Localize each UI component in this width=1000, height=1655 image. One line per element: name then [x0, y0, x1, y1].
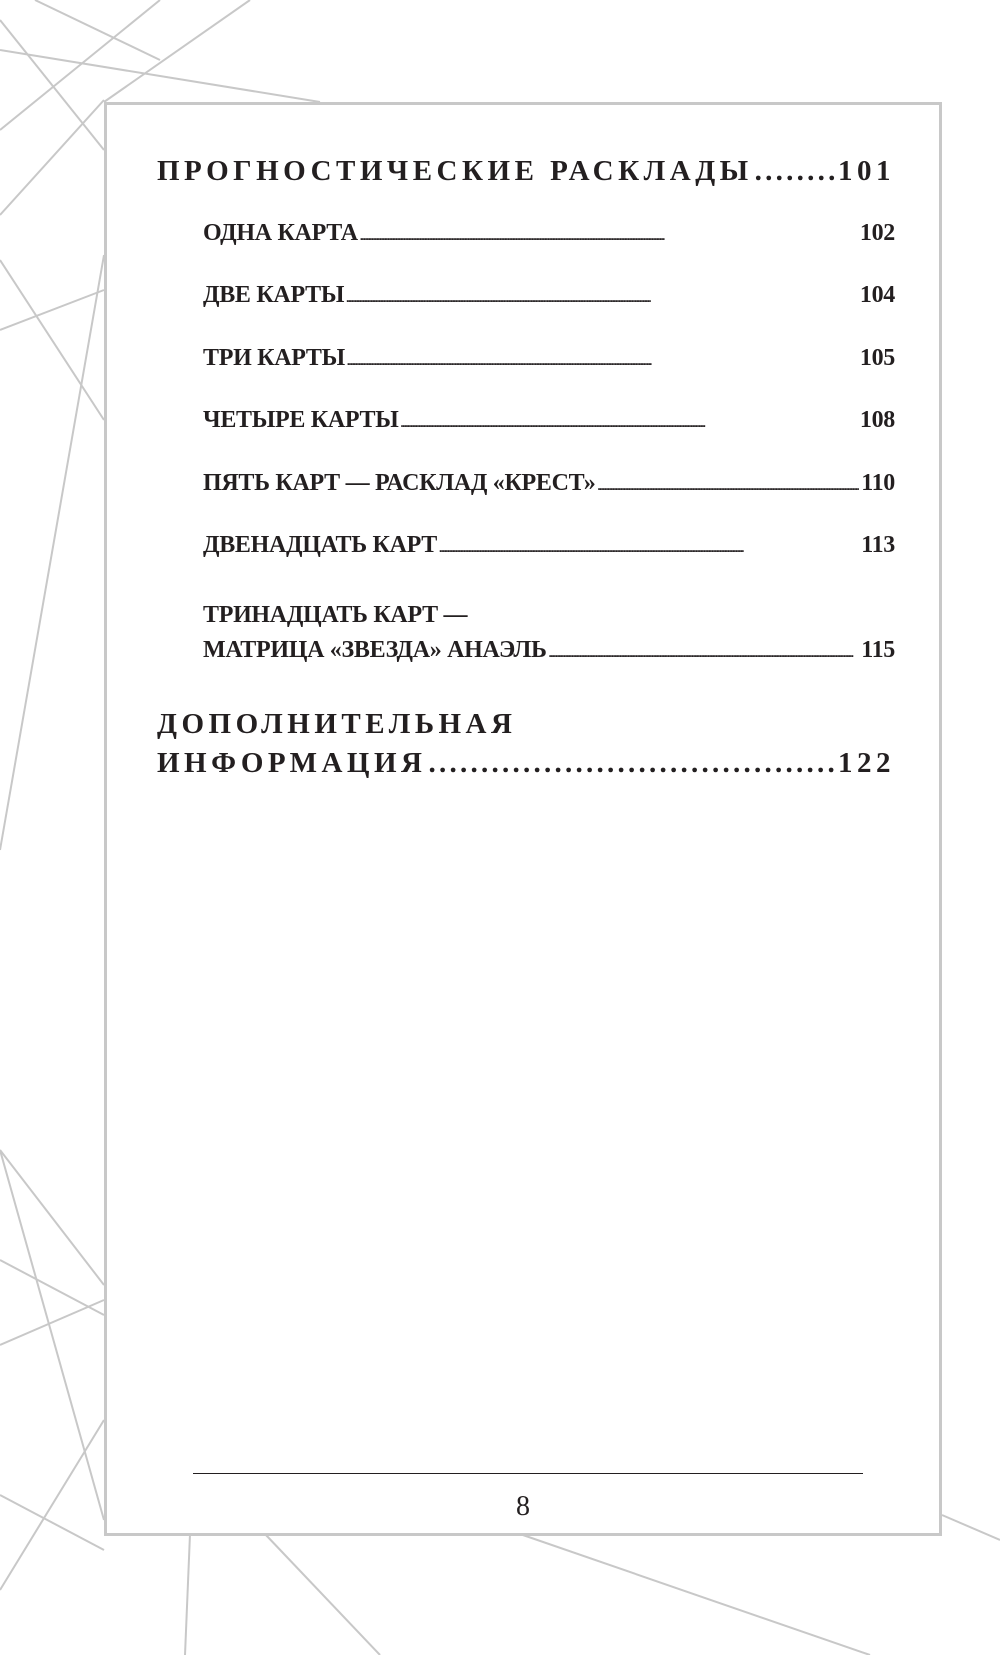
bg-line — [520, 1534, 870, 1655]
toc-page-number: 105 — [859, 345, 895, 371]
bg-line — [185, 1534, 190, 1655]
toc-entry-title: ДВЕНАДЦАТЬ КАРТ — [203, 532, 438, 558]
toc-page-number: 104 — [859, 282, 895, 308]
dot-leader — [401, 416, 858, 431]
toc-entry[interactable] — [203, 532, 895, 559]
toc-page-number: 101 — [838, 155, 895, 187]
page-number: 8 — [516, 1491, 530, 1522]
toc-page-number: 108 — [859, 407, 895, 433]
toc-page — [104, 102, 942, 1536]
dot-leader — [549, 646, 860, 661]
footer-rule — [193, 1473, 863, 1474]
toc-entry[interactable] — [203, 637, 895, 664]
toc-entry-title: МАТРИЦА «ЗВЕЗДА» АНАЭЛЬ — [203, 637, 547, 663]
toc-section[interactable] — [157, 747, 895, 780]
dot-leader — [360, 229, 858, 244]
toc-page-number: 115 — [861, 637, 895, 663]
bg-line — [0, 1420, 104, 1590]
toc-section[interactable] — [157, 155, 895, 188]
toc-section-title-line1: ДОПОЛНИТЕЛЬНАЯ — [157, 708, 517, 740]
toc-entry-title-line1: ТРИНАДЦАТЬ КАРТ — — [203, 602, 468, 628]
toc-entry[interactable] — [203, 470, 895, 497]
dot-leader — [597, 479, 859, 494]
toc-entry[interactable] — [203, 220, 895, 247]
bg-line — [0, 1150, 104, 1285]
dot-leader — [346, 291, 858, 306]
toc-page-number: 122 — [838, 747, 895, 779]
toc-entry-title: ПЯТЬ КАРТ — РАСКЛАД «КРЕСТ» — [203, 470, 596, 496]
bg-line — [0, 290, 104, 330]
bg-line — [0, 1150, 104, 1520]
toc-entry-title: ТРИ КАРТЫ — [203, 345, 345, 371]
toc-page-number: 110 — [861, 470, 895, 496]
toc-page-number: 102 — [859, 220, 895, 246]
toc-section-title: ПРОГНОСТИЧЕСКИЕ РАСКЛАДЫ — [157, 155, 753, 187]
toc-entry[interactable] — [203, 345, 895, 372]
toc-entry-title: ЧЕТЫРЕ КАРТЫ — [203, 407, 399, 433]
toc-entry-title: ОДНА КАРТА — [203, 220, 358, 246]
bg-line — [0, 255, 104, 850]
toc-page-number: 113 — [861, 532, 895, 558]
bg-line — [0, 20, 104, 150]
dot-leader — [439, 541, 859, 556]
toc-entry[interactable] — [203, 282, 895, 309]
toc-entry[interactable] — [203, 407, 895, 434]
toc-section-title: ИНФОРМАЦИЯ — [157, 747, 427, 779]
bg-line — [0, 50, 320, 102]
bg-line — [942, 1515, 1000, 1540]
dot-leader — [347, 354, 858, 369]
dot-leader — [755, 155, 836, 188]
dot-leader — [428, 747, 836, 780]
toc-entry-title: ДВЕ КАРТЫ — [203, 282, 345, 308]
bg-line — [265, 1534, 380, 1655]
